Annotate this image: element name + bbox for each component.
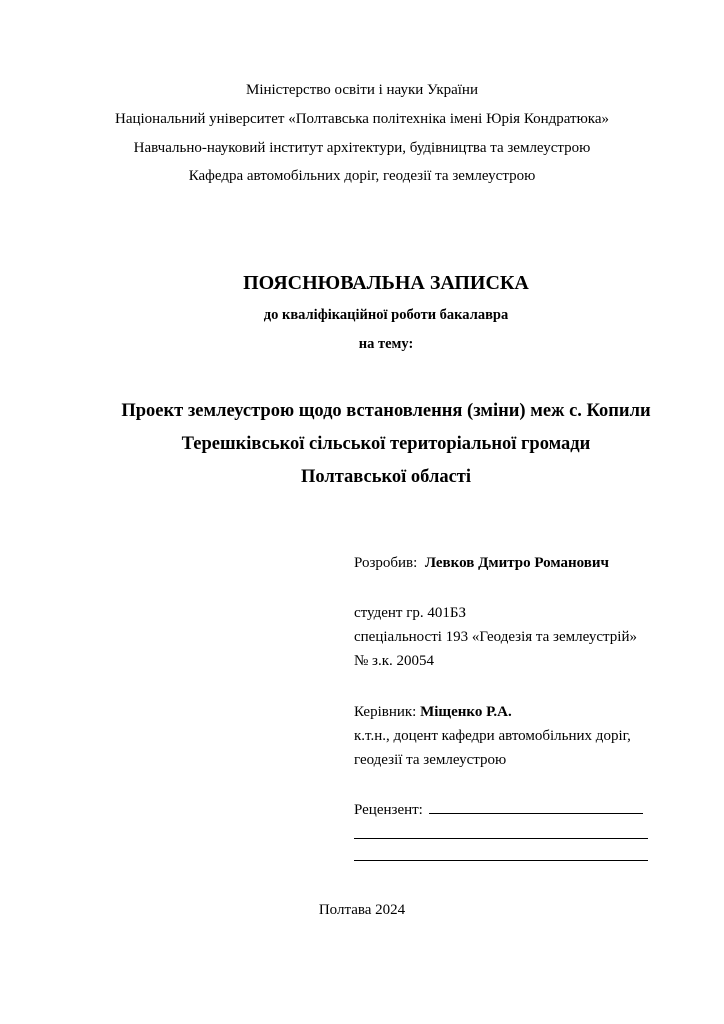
author-name: Левков Дмитро Романович xyxy=(424,555,609,571)
topic-line-2: Терешківської сільської територіальної громади xyxy=(181,434,591,454)
topic-line-3: Полтавської області xyxy=(300,467,472,487)
document-subtitle: до кваліфікаційної роботи бакалавра xyxy=(263,307,509,323)
reviewer-label: Рецензент: xyxy=(354,802,423,818)
theme-label: на тему: xyxy=(358,336,414,352)
author-group: студент гр. 401БЗ xyxy=(354,605,466,621)
reviewer-extra-line-1 xyxy=(354,838,648,839)
supervisor-name: Міщенко Р.А. xyxy=(420,704,512,720)
reviewer-extra-line-2 xyxy=(354,860,648,861)
supervisor-label: Керівник: xyxy=(354,704,417,720)
ministry-line: Міністерство освіти і науки України xyxy=(245,82,478,98)
author-label: Розробив: xyxy=(354,555,418,571)
city-year: Полтава 2024 xyxy=(318,902,406,918)
author-block xyxy=(354,554,609,572)
topic-line-1: Проект землеустрою щодо встановлення (зміни) меж с. Копили xyxy=(121,401,651,421)
supervisor-position-2: геодезії та землеустрою xyxy=(354,752,507,768)
department-line: Кафедра автомобільних доріг, геодезії та землеустрою xyxy=(188,168,536,184)
document-title: ПОЯСНЮВАЛЬНА ЗАПИСКА xyxy=(243,272,529,294)
university-line: Національний університет «Полтавська політехніка імені Юрія Кондратюка» xyxy=(114,111,609,127)
supervisor-block xyxy=(354,703,512,721)
reviewer-block xyxy=(354,801,643,819)
reviewer-signature-line xyxy=(429,801,643,814)
supervisor-position-1: к.т.н., доцент кафедри автомобільних доріг, xyxy=(354,728,631,744)
author-specialty: спеціальності 193 «Геодезія та землеустрій» xyxy=(354,629,637,645)
institute-line: Навчально-науковий інститут архітектури, будівництва та землеустрою xyxy=(133,140,591,156)
author-record-book: № з.к. 20054 xyxy=(354,653,435,669)
